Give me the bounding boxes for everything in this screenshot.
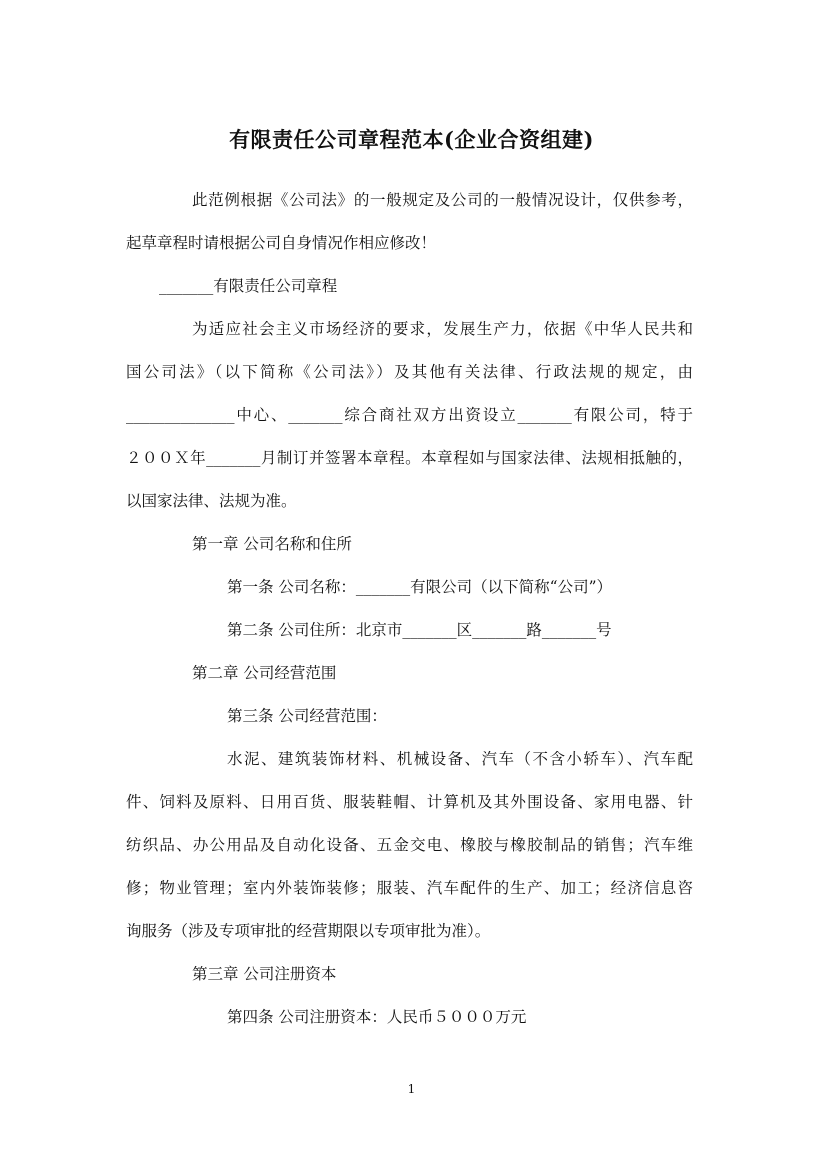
article-line: 第四条 公司注册资本：人民币５０００万元 bbox=[227, 1008, 527, 1026]
article-line: 第二条 公司住所：北京市_______区_______路_______号 bbox=[227, 621, 612, 639]
business-scope-line: 询服务（涉及专项审批的经营期限以专项审批为准）。 bbox=[126, 922, 491, 940]
business-scope-line: 水泥、建筑装饰材料、机械设备、汽车（不含小轿车）、汽车配 bbox=[227, 750, 693, 768]
intro-paragraph-line: 此范例根据《公司法》的一般规定及公司的一般情况设计，仅供参考， bbox=[192, 191, 693, 209]
document-title: 有限责任公司章程范本(企业合资组建) bbox=[229, 127, 594, 152]
preamble-line: 为适应社会主义市场经济的要求，发展生产力，依据《中华人民共和 bbox=[192, 320, 693, 338]
charter-name-line: _______有限责任公司章程 bbox=[159, 277, 338, 295]
chapter-heading: 第三章 公司注册资本 bbox=[192, 965, 337, 983]
business-scope-line: 件、饲料及原料、日用百货、服装鞋帽、计算机及其外围设备、家用电器、针 bbox=[126, 793, 693, 811]
business-scope-line: 修；物业管理；室内外装饰装修；服装、汽车配件的生产、加工；经济信息咨 bbox=[126, 879, 693, 897]
preamble-line: 国公司法》（以下简称《公司法》）及其他有关法律、行政法规的规定，由 bbox=[126, 363, 693, 381]
preamble-line: 以国家法律、法规为准。 bbox=[126, 492, 297, 510]
chapter-heading: 第二章 公司经营范围 bbox=[192, 664, 337, 682]
intro-paragraph-line: 起草章程时请根据公司自身情况作相应修改！ bbox=[126, 234, 437, 252]
chapter-heading: 第一章 公司名称和住所 bbox=[192, 535, 352, 553]
preamble-line: ______________中心、_______综合商社双方出资设立_______有限公司，特于 bbox=[126, 406, 693, 424]
preamble-line: ２００Ｘ年_______月制订并签署本章程。本章程如与国家法律、法规相抵触的， bbox=[126, 449, 693, 467]
article-line: 第三条 公司经营范围： bbox=[227, 707, 387, 725]
business-scope-line: 纺织品、办公用品及自动化设备、五金交电、橡胶与橡胶制品的销售；汽车维 bbox=[126, 836, 693, 854]
page-number: 1 bbox=[407, 1082, 416, 1096]
article-line: 第一条 公司名称：_______有限公司（以下简称“公司”） bbox=[227, 578, 613, 596]
